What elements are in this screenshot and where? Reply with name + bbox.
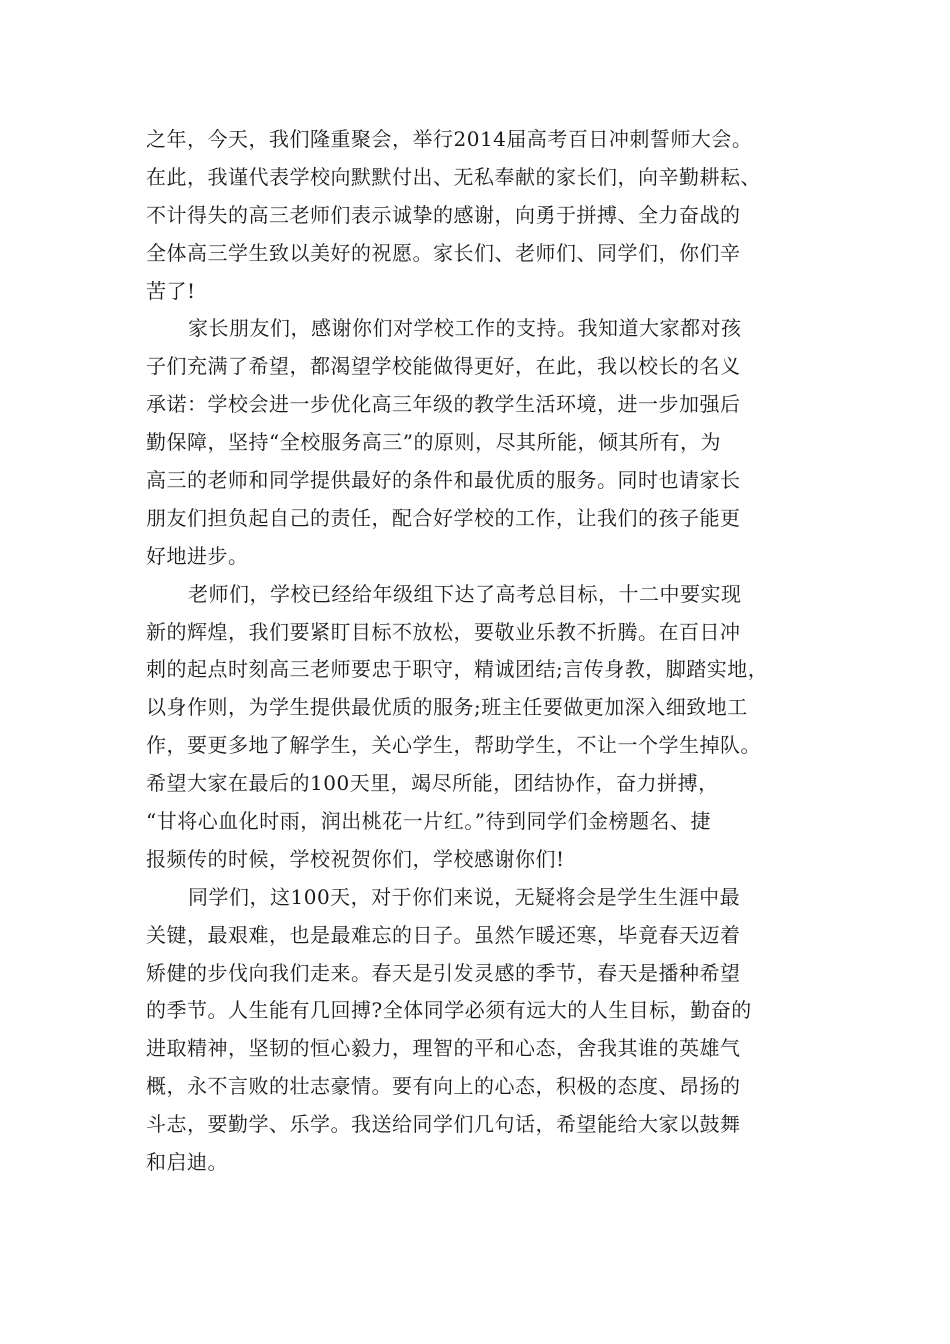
text-line: 承诺：学校会进一步优化高三年级的教学生活环境，进一步加强后 (146, 392, 741, 417)
text-line: 子们充满了希望，都渴望学校能做得更好，在此，我以校长的名义 (146, 354, 741, 379)
text-line: 家长朋友们，感谢你们对学校工作的支持。我知道大家都对孩 (188, 316, 742, 341)
paragraph-students (146, 879, 826, 1182)
text-line: 进取精神，坚韧的恒心毅力，理智的平和心态，舍我其谁的英雄气 (146, 1036, 741, 1061)
paragraph-parents (146, 310, 826, 575)
document-body (146, 121, 826, 1182)
text-line: 不计得失的高三老师们表示诚挚的感谢，向勇于拼搏、全力奋战的 (146, 202, 741, 227)
text-line: 老师们，学校已经给年级组下达了高考总目标，十二中要实现 (188, 581, 742, 606)
text-line: 矫健的步伐向我们走来。春天是引发灵感的季节，春天是播种希望 (146, 960, 741, 985)
text-line: 和启迪。 (146, 1150, 228, 1175)
text-line: 报频传的时候，学校祝贺你们，学校感谢你们! (146, 846, 565, 871)
text-line: 同学们，这100天，对于你们来说，无疑将会是学生生涯中最 (188, 884, 741, 909)
text-line: 以身作则，为学生提供最优质的服务;班主任要做更加深入细致地工 (146, 695, 748, 720)
text-line: 刺的起点时刻高三老师要忠于职守，精诚团结;言传身教，脚踏实地， (146, 657, 769, 682)
text-line: 高三的老师和同学提供最好的条件和最优质的服务。同时也请家长 (146, 468, 741, 493)
text-line: 好地进步。 (146, 543, 249, 568)
text-line: 在此，我谨代表学校向默默付出、无私奉献的家长们，向辛勤耕耘、 (146, 164, 761, 189)
text-line: 苦了! (146, 278, 196, 303)
text-line: 希望大家在最后的100天里，竭尽所能，团结协作，奋力拼搏， (146, 771, 719, 796)
text-line: 之年，今天，我们隆重聚会，举行2014届高考百日冲刺誓师大会。 (146, 127, 753, 151)
text-line: 的季节。人生能有几回搏?全体同学必须有远大的人生目标，勤奋的 (146, 998, 752, 1023)
paragraph-teachers (146, 576, 826, 879)
text-line: 作，要更多地了解学生，关心学生，帮助学生，不让一个学生掉队。 (146, 733, 761, 758)
text-line: 斗志，要勤学、乐学。我送给同学们几句话，希望能给大家以鼓舞 (146, 1112, 741, 1137)
text-line: 概，永不言败的壮志豪情。要有向上的心态，积极的态度、昂扬的 (146, 1074, 741, 1099)
text-line: 全体高三学生致以美好的祝愿。家长们、老师们、同学们，你们辛 (146, 240, 741, 265)
text-line: 关键，最艰难，也是最难忘的日子。虽然乍暖还寒，毕竟春天迈着 (146, 922, 741, 947)
text-line: 勤保障，坚持“全校服务高三”的原则，尽其所能，倾其所有，为 (146, 430, 721, 455)
text-line: 新的辉煌，我们要紧盯目标不放松，要敬业乐教不折腾。在百日冲 (146, 619, 741, 644)
text-line: “甘将心血化时雨，润出桃花一片红。”待到同学们金榜题名、捷 (146, 809, 711, 834)
paragraph-opening (146, 121, 826, 310)
text-line: 朋友们担负起自己的责任，配合好学校的工作，让我们的孩子能更 (146, 505, 741, 530)
